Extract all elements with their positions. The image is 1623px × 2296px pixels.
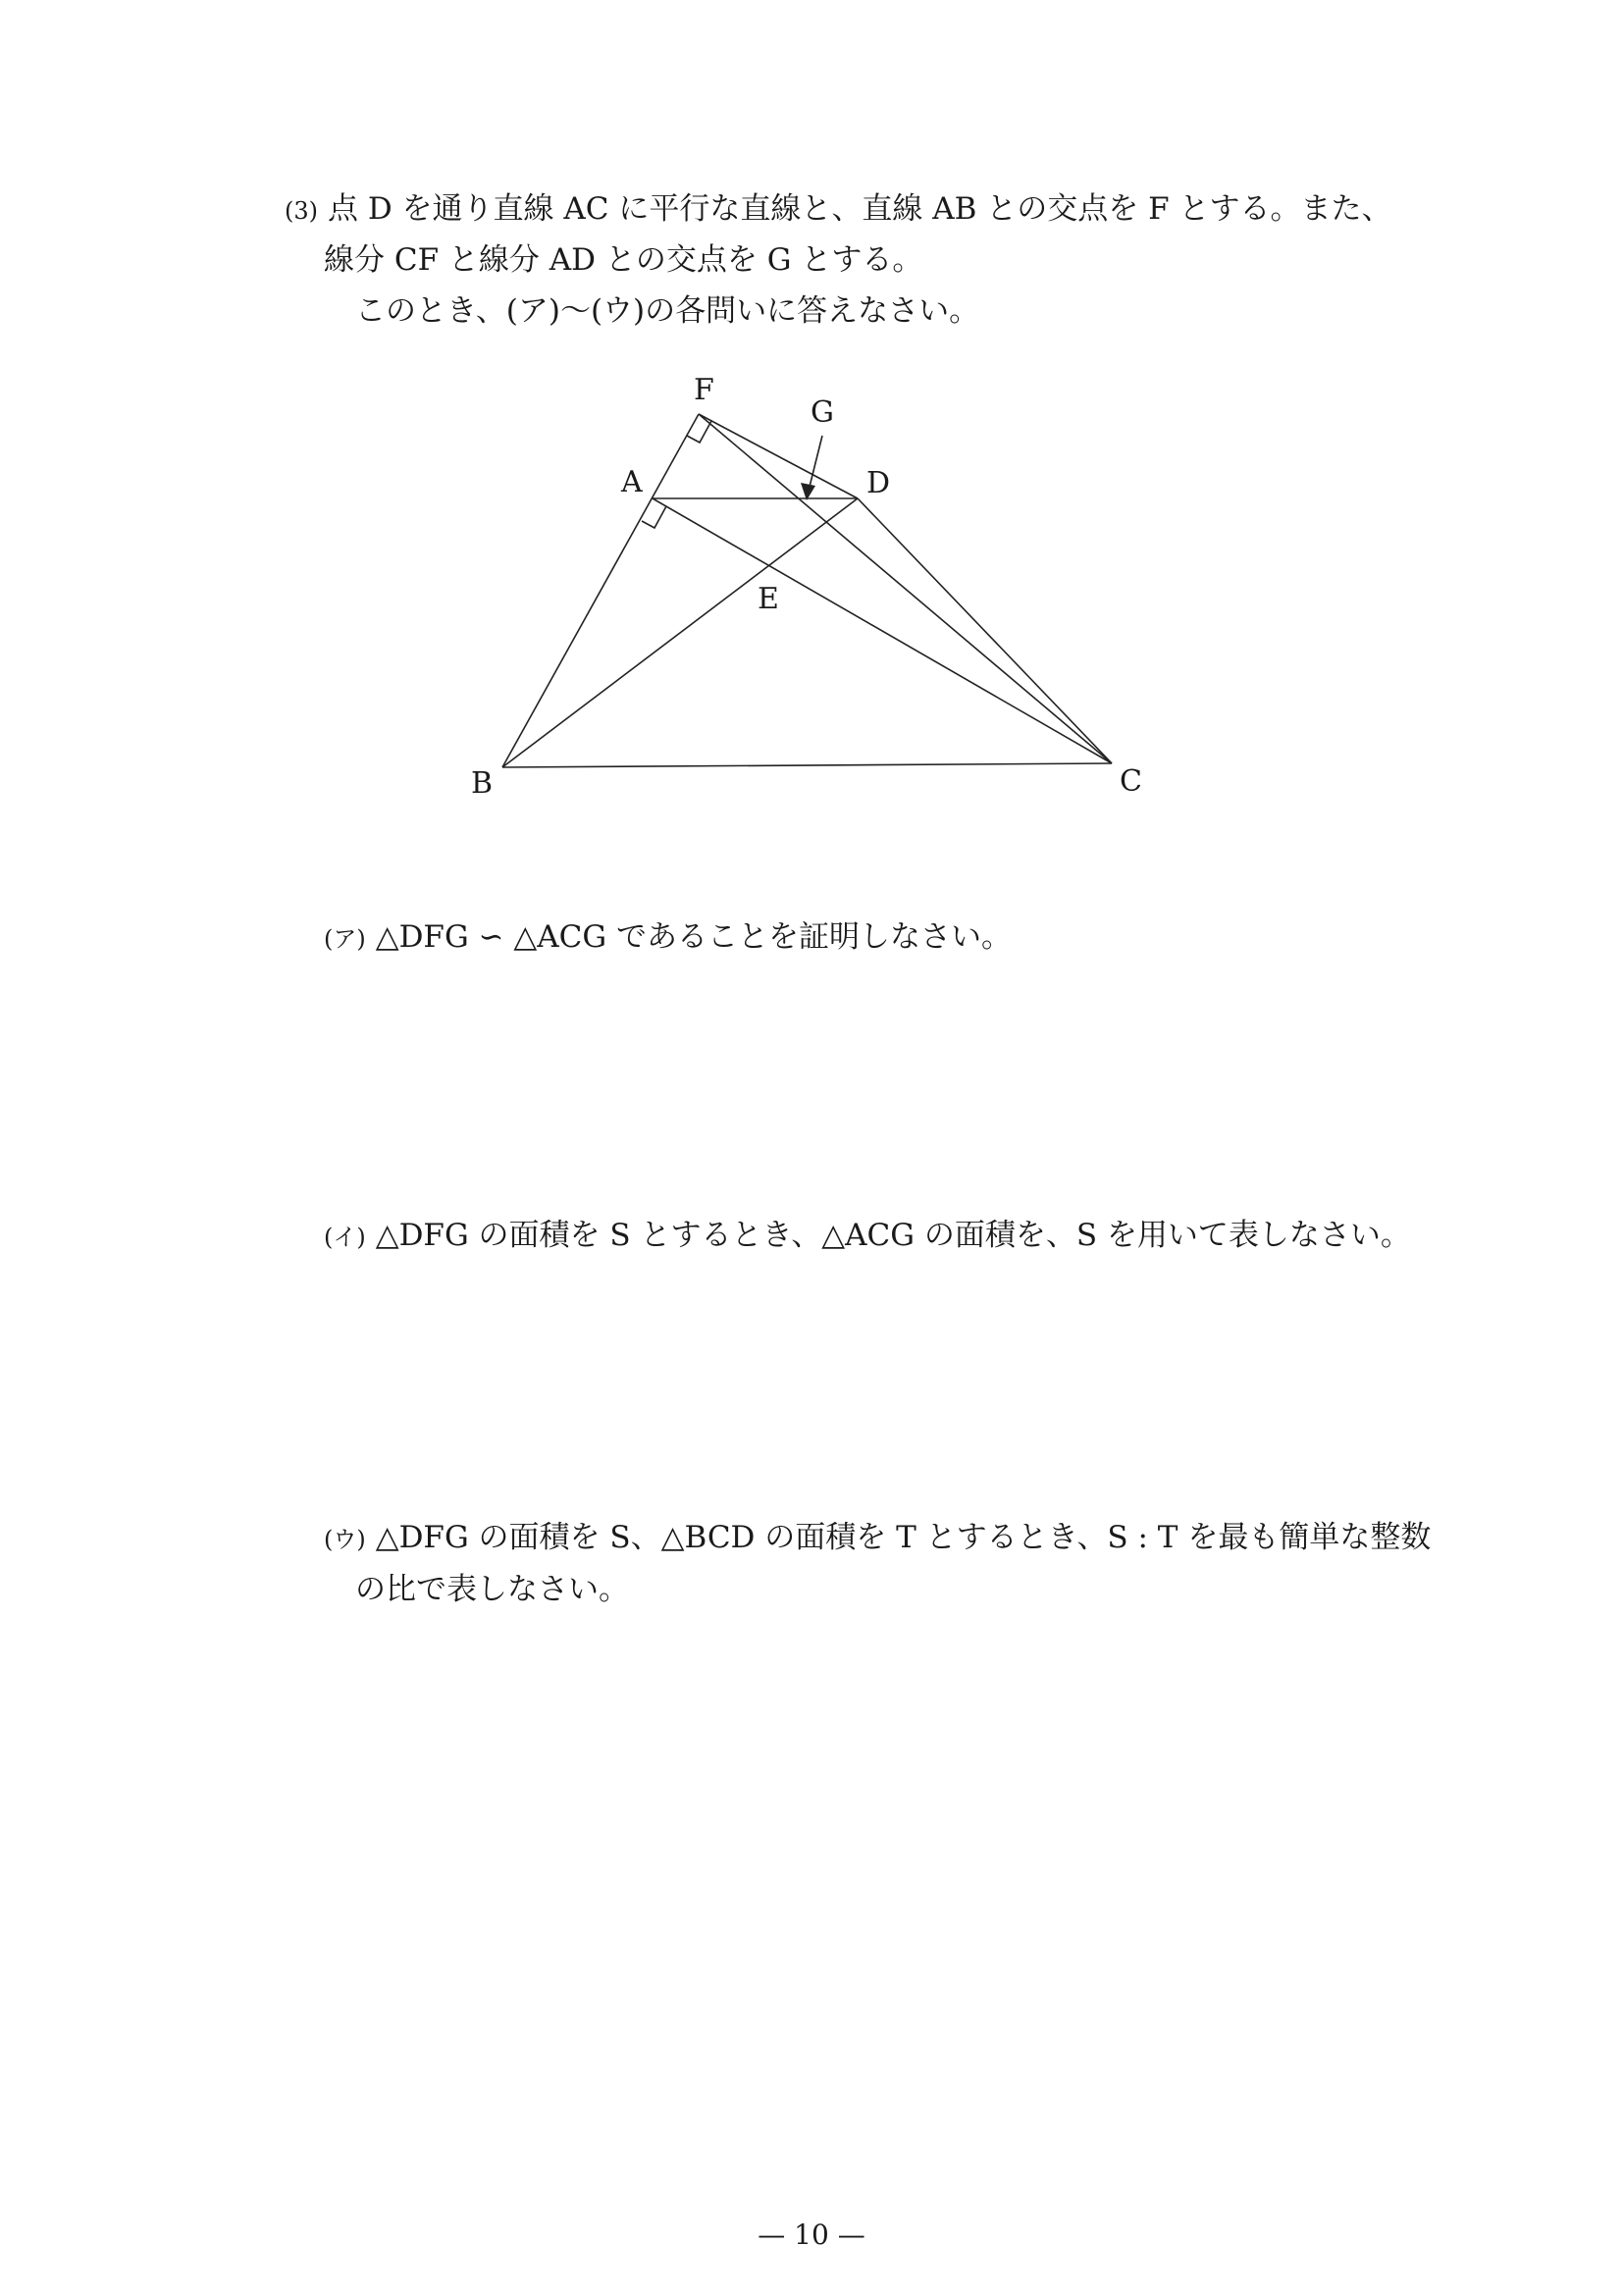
question-b [324, 1216, 1411, 1257]
label-E: E [758, 582, 779, 616]
problem-line-3 [355, 291, 979, 331]
question-c-continued [355, 1570, 629, 1609]
question-b-mark: (イ) [324, 1224, 366, 1251]
label-B: B [471, 766, 494, 801]
label-F: F [694, 373, 714, 407]
page-number: — 10 — [758, 2218, 865, 2251]
segment-FC [699, 414, 1112, 763]
label-G: G [811, 395, 834, 430]
arrow-head-icon [801, 483, 815, 500]
question-a [324, 917, 1012, 959]
segment-BC [502, 763, 1112, 767]
question-c-text: △DFG の面積を S、△BCD の面積を T とするとき、S : T を最も簡単な整数 [375, 1520, 1432, 1555]
problem-number: (3) [285, 197, 318, 225]
segment-BF [502, 414, 699, 767]
segment-DC [858, 498, 1112, 763]
problem-text-2: 線分 CF と線分 AD との交点を G とする。 [324, 242, 923, 278]
segment-AC [653, 498, 1112, 763]
problem-text-1: 点 D を通り直線 AC に平行な直線と、直線 AB との交点を F とする。また、 [328, 191, 1392, 227]
problem-text-3: このとき、(ア)〜(ウ)の各問いに答えなさい。 [355, 293, 980, 329]
question-c-mark: (ウ) [324, 1526, 366, 1553]
question-b-text: △DFG の面積を S とするとき、△ACG の面積を、S を用いて表しなさい。 [375, 1218, 1411, 1253]
problem-line-1 [285, 189, 1391, 231]
arrow-to-G [809, 436, 822, 491]
problem-line-2 [324, 240, 922, 280]
label-D: D [866, 466, 891, 500]
question-c-text-2: の比で表しなさい。 [355, 1572, 629, 1607]
right-angle-mark-F [687, 421, 711, 443]
question-c [324, 1518, 1431, 1559]
label-C: C [1120, 764, 1142, 799]
right-angle-mark-A [642, 506, 666, 528]
segment-BD [502, 498, 858, 767]
question-a-text: △DFG ∽ △ACG であることを証明しなさい。 [375, 919, 1012, 955]
question-a-mark: (ア) [324, 925, 366, 953]
label-A: A [621, 465, 643, 499]
segment-FD [699, 414, 858, 498]
